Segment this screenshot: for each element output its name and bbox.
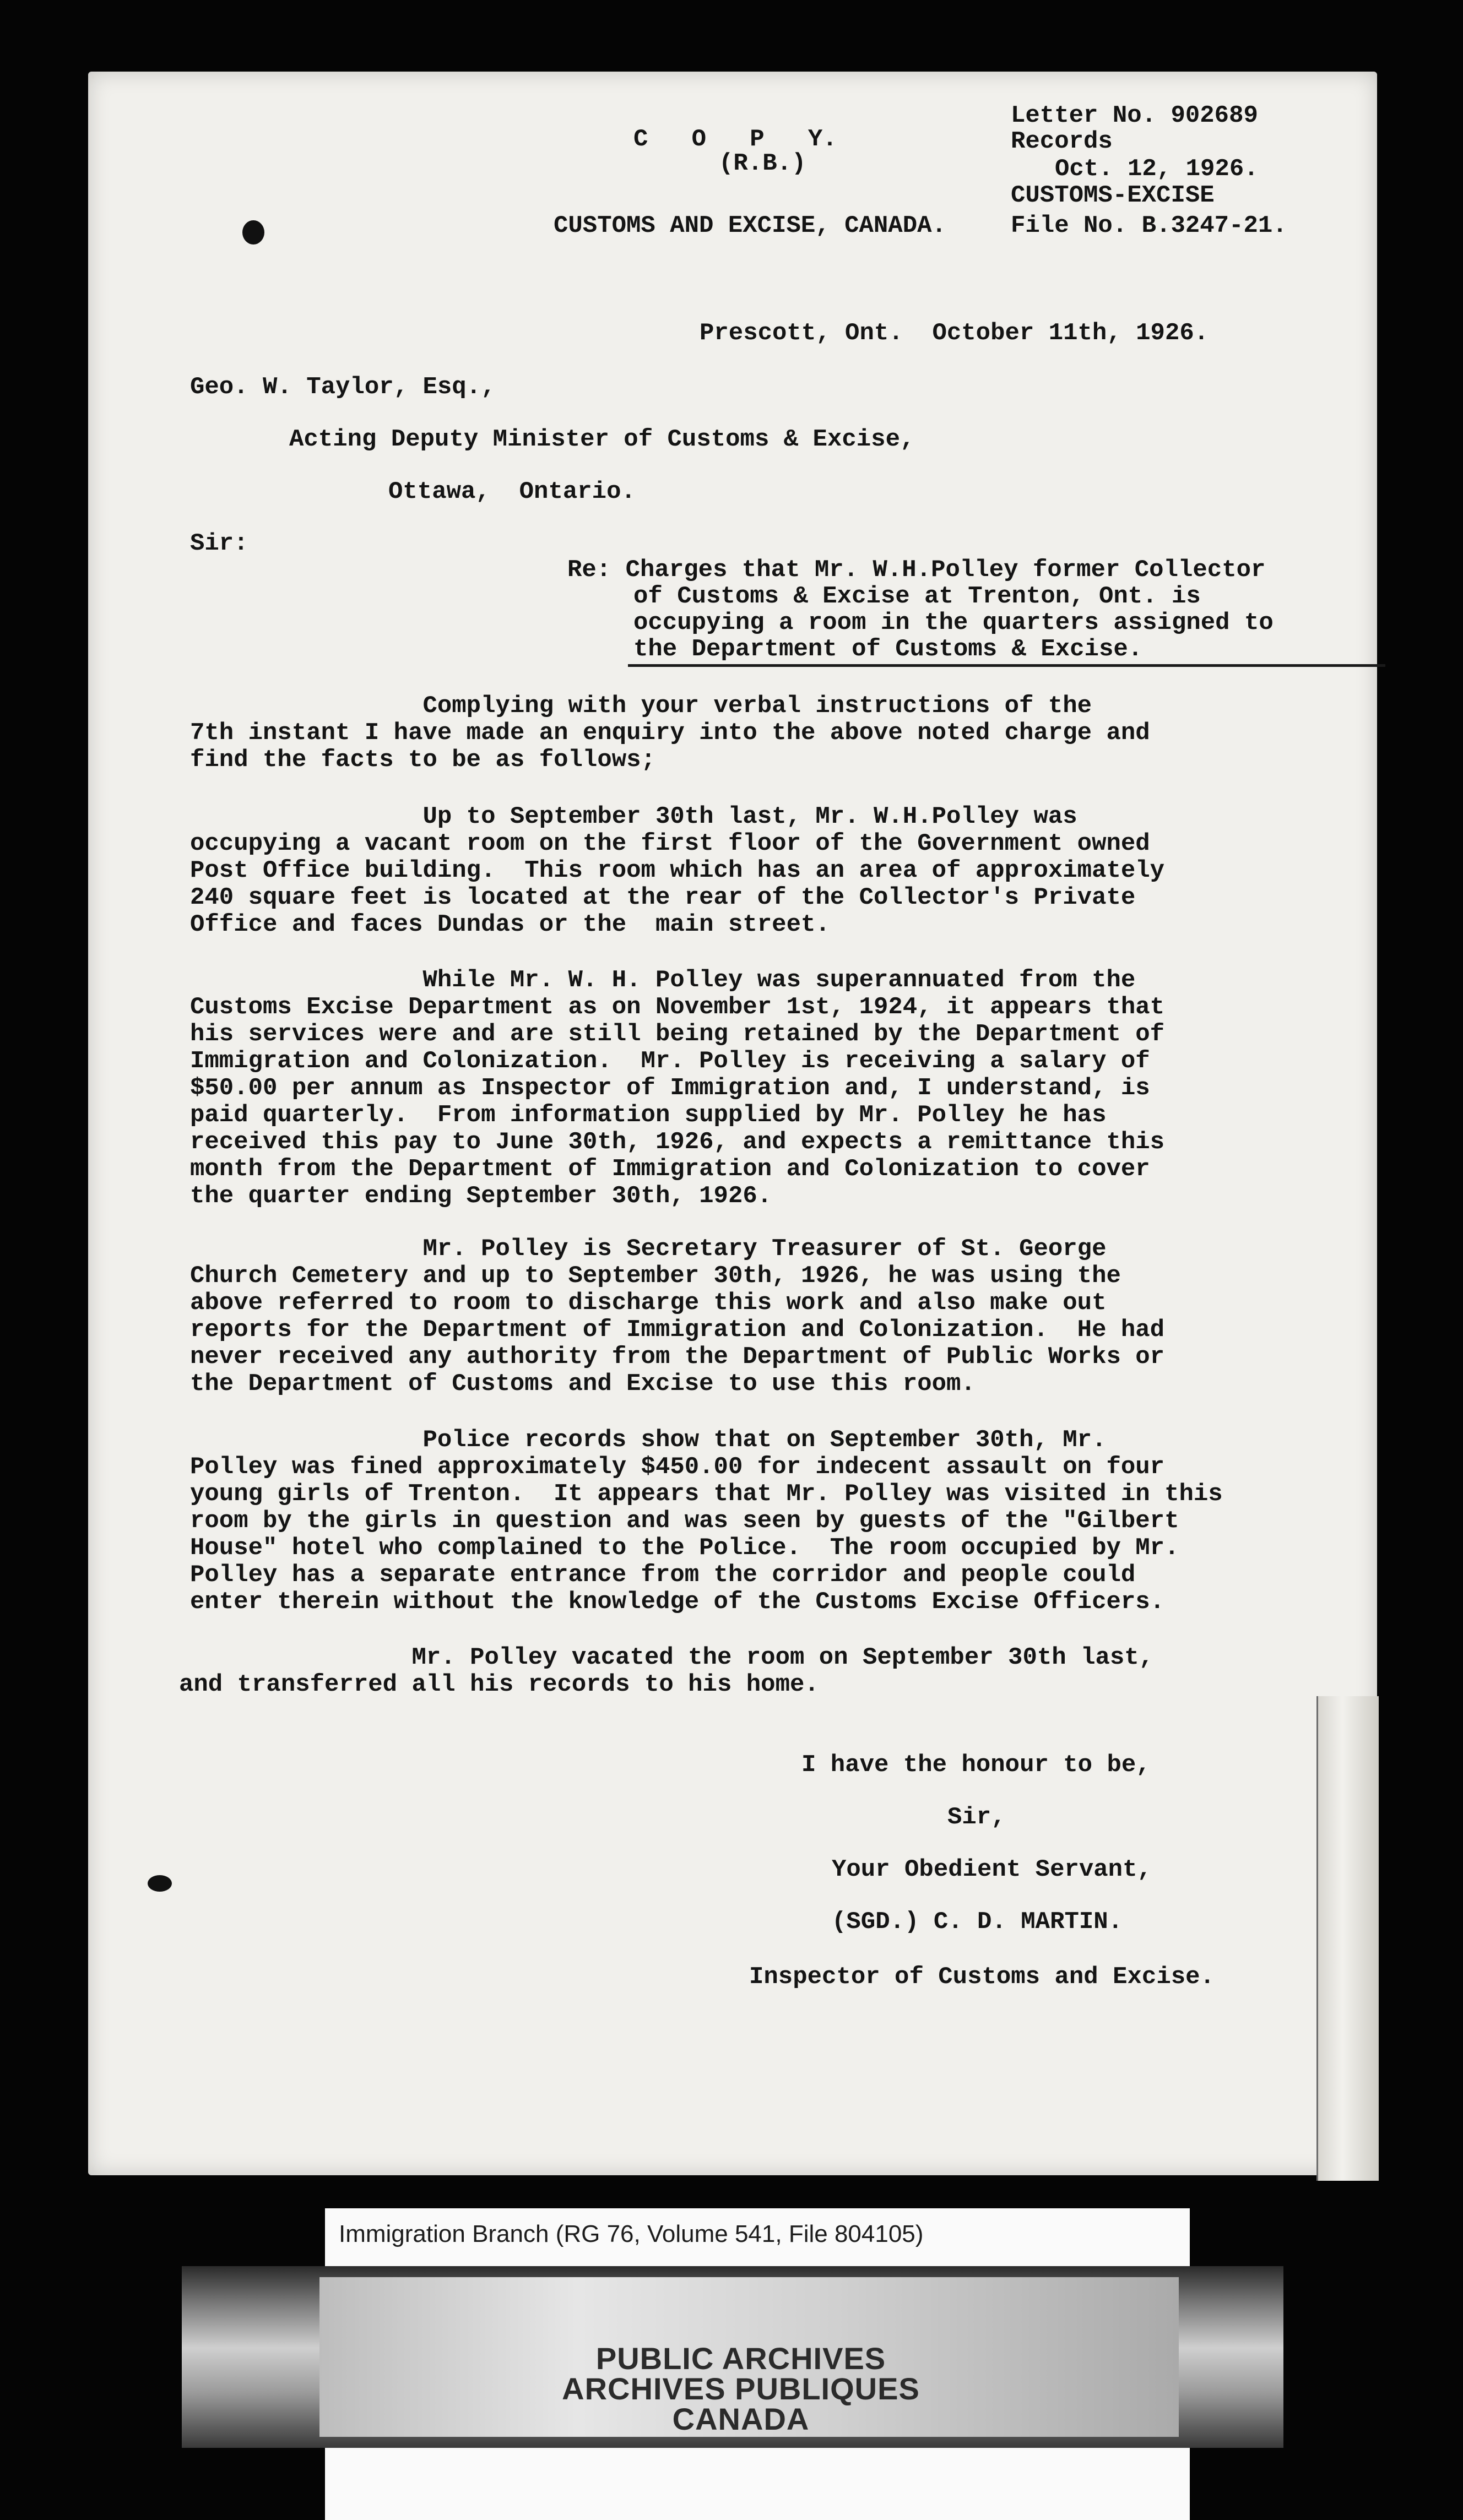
body-line: Complying with your verbal instructions of the	[190, 692, 1092, 720]
body-line: Polley has a separate entrance from the corridor and people could	[190, 1561, 1136, 1589]
place-date: Prescott, Ont. October 11th, 1926.	[700, 319, 1209, 347]
body-line: Police records show that on September 30th, Mr.	[190, 1426, 1107, 1454]
body-line: find the facts to be as follows;	[190, 746, 655, 774]
closing-sir: Sir,	[947, 1804, 1006, 1831]
body-line: month from the Department of Immigration and Colonization to cover	[190, 1155, 1150, 1183]
body-line: never received any authority from the Department of Public Works or	[190, 1343, 1165, 1371]
rb-mark: (R.B.)	[719, 150, 806, 177]
body-line: 7th instant I have made an enquiry into the above noted charge and	[190, 719, 1150, 747]
department-name: CUSTOMS AND EXCISE, CANADA.	[554, 212, 946, 240]
body-line: room by the girls in question and was seen by guests of the "Gilbert	[190, 1507, 1179, 1535]
body-line: Mr. Polley vacated the room on September 30th last,	[179, 1644, 1154, 1671]
body-line: While Mr. W. H. Polley was superannuated from the	[190, 966, 1136, 994]
body-line: Immigration and Colonization. Mr. Polley is receiving a salary of	[190, 1047, 1150, 1075]
paper-fold	[1316, 1696, 1379, 2181]
body-line: Up to September 30th last, Mr. W.H.Polley was	[190, 803, 1077, 830]
body-line: Church Cemetery and up to September 30th, 1926, he was using the	[190, 1262, 1121, 1290]
ink-blot-mark	[148, 1875, 172, 1892]
closing-servant: Your Obedient Servant,	[832, 1856, 1152, 1883]
stamp-line-archives-publiques: ARCHIVES PUBLIQUES	[562, 2371, 920, 2406]
recipient-title: Acting Deputy Minister of Customs & Excise,	[289, 426, 915, 453]
records-label: Records	[1011, 128, 1113, 155]
re-underline	[628, 664, 1385, 667]
archive-reference-label: Immigration Branch (RG 76, Volume 541, File 804105)	[339, 2220, 924, 2247]
body-line: the quarter ending September 30th, 1926.	[190, 1182, 772, 1210]
body-line: $50.00 per annum as Inspector of Immigration and, I understand, is	[190, 1074, 1150, 1102]
received-date: Oct. 12, 1926.	[1055, 155, 1259, 183]
signer-title: Inspector of Customs and Excise.	[749, 1963, 1215, 1991]
body-line: young girls of Trenton. It appears that Mr. Polley was visited in this	[190, 1480, 1223, 1508]
body-line: enter therein without the knowledge of the Customs Excise Officers.	[190, 1588, 1165, 1616]
body-line: and transferred all his records to his home.	[179, 1671, 819, 1698]
body-line: occupying a vacant room on the first floor of the Government owned	[190, 830, 1150, 857]
body-line: Customs Excise Department as on November 1st, 1924, it appears that	[190, 993, 1165, 1021]
body-line: 240 square feet is located at the rear of the Collector's Private	[190, 884, 1136, 911]
body-line: reports for the Department of Immigration and Colonization. He had	[190, 1316, 1165, 1344]
bottom-label-strip	[325, 2448, 1190, 2520]
body-line: above referred to room to discharge this work and also make out	[190, 1289, 1107, 1317]
letter-number: Letter No. 902689	[1011, 102, 1258, 129]
body-line: Polley was fined approximately $450.00 for indecent assault on four	[190, 1453, 1165, 1481]
stamp-line-public-archives: PUBLIC ARCHIVES	[595, 2341, 886, 2376]
body-line: paid quarterly. From information supplied by Mr. Polley he has	[190, 1101, 1107, 1129]
salutation: Sir:	[190, 530, 248, 557]
ink-blot-mark	[242, 220, 264, 245]
body-line: House" hotel who complained to the Police. The room occupied by Mr.	[190, 1534, 1179, 1562]
body-line: Post Office building. This room which has an area of approximately	[190, 857, 1165, 884]
closing-honour: I have the honour to be,	[801, 1751, 1151, 1779]
body-line: the Department of Customs and Excise to use this room.	[190, 1370, 976, 1398]
re-line: occupying a room in the quarters assigned to	[633, 609, 1274, 637]
recipient-name: Geo. W. Taylor, Esq.,	[190, 373, 496, 401]
body-line: Mr. Polley is Secretary Treasurer of St. George	[190, 1235, 1107, 1263]
recipient-city: Ottawa, Ontario.	[388, 478, 636, 506]
customs-excise-label: CUSTOMS-EXCISE	[1011, 182, 1215, 209]
signature-line: (SGD.) C. D. MARTIN.	[832, 1908, 1123, 1936]
re-line: Re: Charges that Mr. W.H.Polley former Collector	[567, 556, 1266, 584]
body-line: Office and faces Dundas or the main street.	[190, 911, 830, 938]
body-line: received this pay to June 30th, 1926, and expects a remittance this	[190, 1128, 1165, 1156]
stamp-line-canada: CANADA	[672, 2402, 810, 2436]
re-line: the Department of Customs & Excise.	[633, 636, 1143, 663]
re-line: of Customs & Excise at Trenton, Ont. is	[633, 583, 1201, 610]
copy-title: C O P Y.	[633, 126, 837, 153]
file-number: File No. B.3247-21.	[1011, 212, 1287, 240]
body-line: his services were and are still being retained by the Department of	[190, 1020, 1165, 1048]
